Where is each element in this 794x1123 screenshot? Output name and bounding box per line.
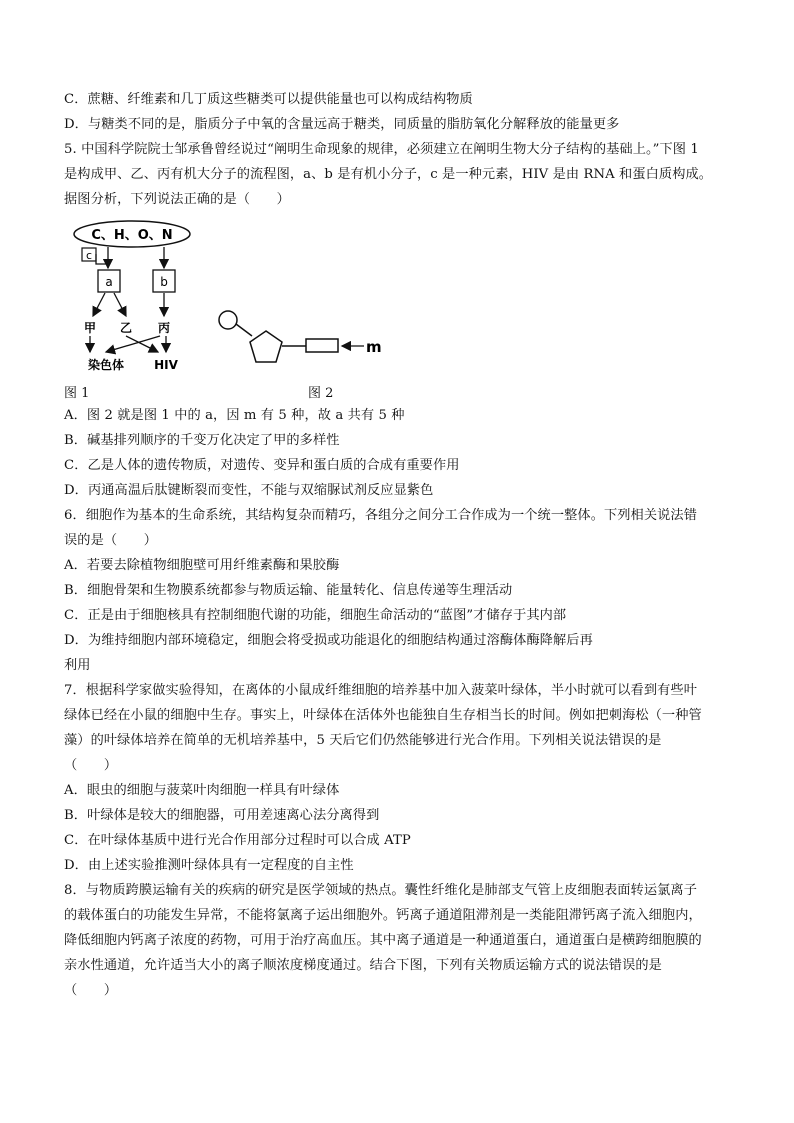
base-rect (306, 339, 338, 352)
question-7-stem: 绿体已经在小鼠的细胞中生存。事实上，叶绿体在活体外也能独自生存相当长的时间。例如把刺海松（一种管 (64, 708, 702, 723)
jia-label: 甲 (83, 321, 97, 335)
option-d-continued: 利用 (64, 658, 91, 673)
question-5-stem: 据图分析，下列说法正确的是（ ） (64, 192, 290, 207)
question-5-stem: 5. 中国科学院院士邹承鲁曾经说过“阐明生命现象的规律，必须建立在阐明生物大分子结构的基础上。”下图 1 (64, 142, 699, 157)
option-a: A．若要去除植物细胞壁可用纤维素酶和果胶酶 (64, 558, 340, 573)
figure-diagram (60, 218, 420, 378)
text-line: C．蔗糖、纤维素和几丁质这些糖类可以提供能量也可以构成结构物质 (64, 92, 473, 107)
pentose-pentagon (250, 331, 282, 362)
question-8-stem: 降低细胞内钙离子浓度的药物，可用于治疗高血压。其中离子通道是一种通道蛋白，通道蛋白是横跨细胞膜的 (64, 933, 702, 948)
option-b: B．碱基排列顺序的千变万化决定了甲的多样性 (64, 433, 340, 448)
bing-label: 丙 (157, 321, 171, 335)
question-6-stem: 误的是（ ） (64, 533, 158, 548)
arrow (93, 293, 105, 316)
option-d: D．丙通高温后肽键断裂而变性，不能与双缩脲试剂反应显紫色 (64, 483, 434, 498)
question-6-stem: 6．细胞作为基本的生命系统，其结构复杂而精巧，各组分之间分工合作成为一个统一整体。下列相关说法错 (64, 508, 697, 523)
option-b: B．细胞骨架和生物膜系统都参与物质运输、能量转化、信息传递等生理活动 (64, 583, 513, 598)
arrow (114, 293, 126, 316)
question-5-stem: 是构成甲、乙、丙有机大分子的流程图，a、b 是有机小分子，c 是一种元素，HIV 是由 RNA 和蛋白质构成。 (64, 167, 713, 182)
bond-line (236, 324, 252, 336)
m-label: m (366, 338, 382, 356)
option-a: A．图 2 就是图 1 中的 a，因 m 有 5 种，故 a 共有 5 种 (64, 408, 405, 423)
arrow (96, 254, 108, 264)
yi-label: 乙 (119, 321, 133, 335)
option-a: A．眼虫的细胞与菠菜叶肉细胞一样具有叶绿体 (64, 783, 340, 798)
option-d: D．为维持细胞内部环境稳定，细胞会将受损或功能退化的细胞结构通过溶酶体酶降解后再 (64, 633, 593, 648)
question-8-stem: 的载体蛋白的功能发生异常，不能将氯离子运出细胞外。钙离子通道阻滞剂是一类能阻滞钙离子流入细胞内， (64, 908, 702, 923)
hiv-label: HIV (154, 358, 178, 372)
phosphate-circle (219, 311, 237, 329)
chromosome-label: 染色体 (87, 358, 125, 372)
figure-1-caption: 图 1 (64, 386, 90, 401)
option-c: C．正是由于细胞核具有控制细胞代谢的功能，细胞生命活动的“蓝图”才储存于其内部 (64, 608, 567, 623)
elements-label: C、H、O、N (91, 228, 173, 243)
c-label: c (85, 249, 93, 262)
question-7-stem: 藻）的叶绿体培养在简单的无机培养基中，5 天后它们仍然能够进行光合作用。下列相关说法错误的是 (64, 733, 662, 748)
b-label: b (160, 275, 168, 289)
question-8-stem: （ ） (64, 983, 118, 998)
question-7-stem: 7．根据科学家做实验得知，在离体的小鼠成纤维细胞的培养基中加入菠菜叶绿体，半小时就可以看到有些叶 (64, 683, 697, 698)
option-b: B．叶绿体是较大的细胞器，可用差速离心法分离得到 (64, 808, 380, 823)
option-d: D．由上述实验推测叶绿体具有一定程度的自主性 (64, 858, 354, 873)
question-8-stem: 亲水性通道，允许适当大小的离子顺浓度梯度通过。结合下图，下列有关物质运输方式的说法错误的是 (64, 958, 662, 973)
option-c: C．乙是人体的遗传物质，对遗传、变异和蛋白质的合成有重要作用 (64, 458, 460, 473)
question-7-stem: （ ） (64, 758, 118, 773)
question-8-stem: 8．与物质跨膜运输有关的疾病的研究是医学领域的热点。囊性纤维化是肺部支气管上皮细胞表面转运氯离子 (64, 883, 697, 898)
a-label: a (105, 275, 113, 289)
text-line: D．与糖类不同的是，脂质分子中氧的含量远高于糖类，同质量的脂肪氧化分解释放的能量更多 (64, 117, 620, 132)
figure-2-caption: 图 2 (308, 386, 334, 401)
option-c: C．在叶绿体基质中进行光合作用部分过程时可以合成 ATP (64, 833, 411, 848)
